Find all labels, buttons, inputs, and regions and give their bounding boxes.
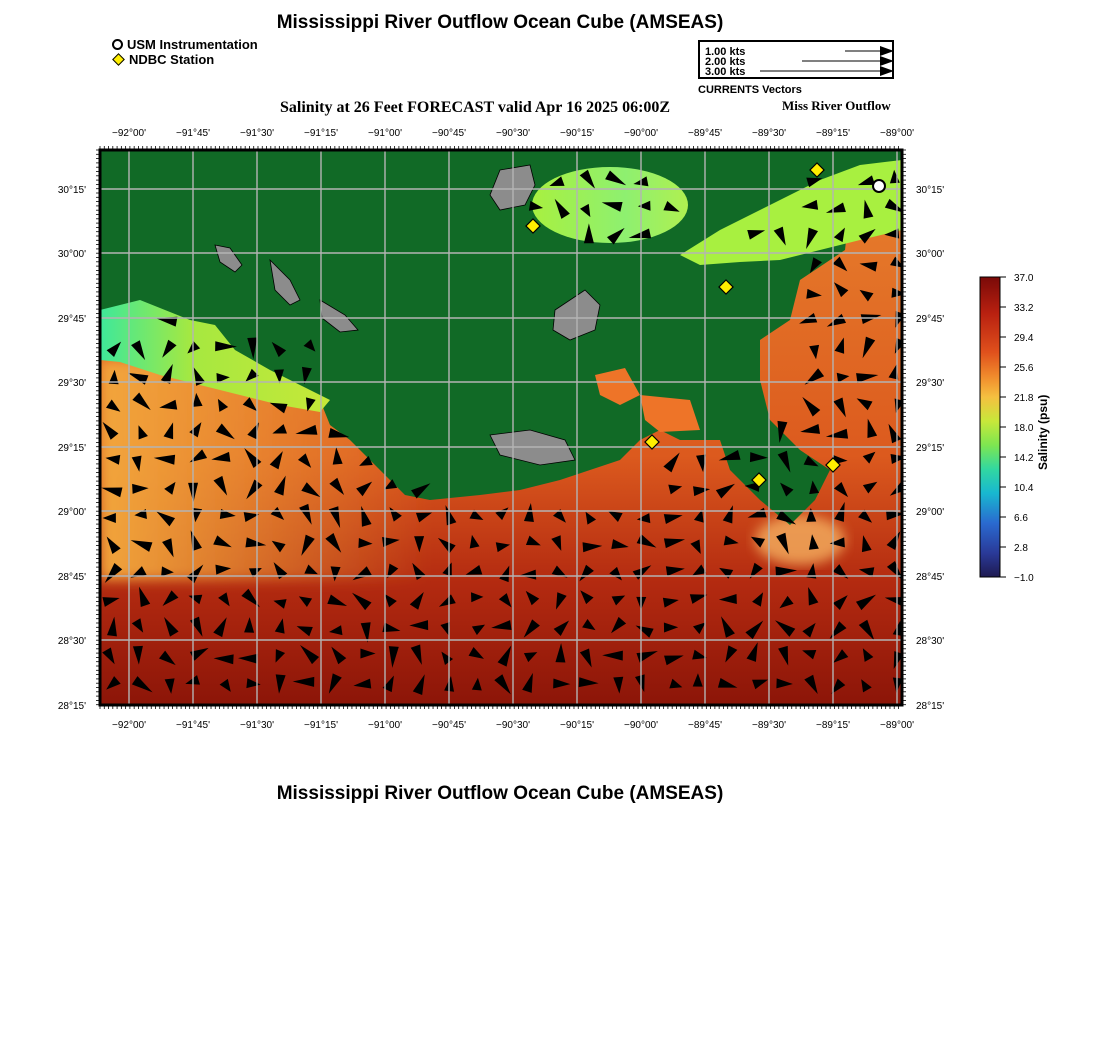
latitude-labels-left bbox=[58, 185, 86, 712]
colorbar-title: Salinity (psu) bbox=[1036, 394, 1050, 470]
lon-label-bottom: −90°15' bbox=[560, 720, 594, 731]
lat-label-right: 29°15' bbox=[916, 443, 945, 454]
lon-label-top: −91°30' bbox=[240, 128, 274, 139]
vector-caption: CURRENTS Vectors bbox=[698, 84, 802, 96]
lon-label-top: −91°00' bbox=[368, 128, 402, 139]
lon-label-top: −89°30' bbox=[752, 128, 786, 139]
legend-ndbc-label: NDBC Station bbox=[129, 52, 215, 67]
lat-label-right: 29°45' bbox=[916, 314, 945, 325]
lon-label-top: −90°45' bbox=[432, 128, 466, 139]
lat-label-left: 29°00' bbox=[57, 507, 86, 518]
colorbar-tick-label: 29.4 bbox=[1014, 333, 1034, 344]
lon-label-top: −91°45' bbox=[176, 128, 210, 139]
lat-label-left: 29°15' bbox=[57, 443, 86, 454]
longitude-labels-bottom bbox=[112, 720, 914, 731]
lon-label-top: −89°15' bbox=[816, 128, 850, 139]
lon-label-bottom: −91°45' bbox=[176, 720, 210, 731]
lon-label-top: −89°45' bbox=[688, 128, 722, 139]
lat-label-left: 28°45' bbox=[57, 572, 86, 583]
colorbar-tick-label: 14.2 bbox=[1014, 453, 1034, 464]
lon-label-bottom: −90°30' bbox=[496, 720, 530, 731]
vector-label-1: 1.00 kts bbox=[705, 46, 746, 58]
vector-label-3: 3.00 kts bbox=[705, 66, 746, 78]
page-title: Mississippi River Outflow Ocean Cube (AMSEAS) bbox=[276, 12, 724, 33]
lat-label-left: 29°45' bbox=[57, 314, 86, 325]
usm-station-marker bbox=[873, 180, 885, 192]
lon-label-bottom: −89°30' bbox=[752, 720, 786, 731]
lon-label-bottom: −91°00' bbox=[368, 720, 402, 731]
lon-label-bottom: −89°00' bbox=[880, 720, 914, 731]
map-subtitle: Salinity at 26 Feet FORECAST valid Apr 16 2025 06:00Z bbox=[280, 99, 671, 116]
lon-label-top: −90°30' bbox=[496, 128, 530, 139]
colorbar-tick-label: 37.0 bbox=[1014, 273, 1034, 284]
lon-label-bottom: −90°00' bbox=[624, 720, 658, 731]
lat-label-right: 28°45' bbox=[916, 572, 945, 583]
lon-label-bottom: −89°15' bbox=[816, 720, 850, 731]
lat-label-left: 29°30' bbox=[57, 378, 86, 389]
lon-label-bottom: −90°45' bbox=[432, 720, 466, 731]
lat-label-left: 28°30' bbox=[57, 636, 86, 647]
vector-label-2: 2.00 kts bbox=[705, 56, 746, 68]
lon-label-bottom: −91°30' bbox=[240, 720, 274, 731]
lon-label-top: −91°15' bbox=[304, 128, 338, 139]
lat-label-right: 29°30' bbox=[916, 378, 945, 389]
colorbar-tick-label: −1.0 bbox=[1014, 573, 1034, 584]
latitude-labels-right bbox=[916, 185, 944, 712]
colorbar-tick-label: 10.4 bbox=[1014, 483, 1034, 494]
longitude-labels-top bbox=[112, 128, 914, 139]
lon-label-top: −89°00' bbox=[880, 128, 914, 139]
lat-label-left: 28°15' bbox=[57, 701, 86, 712]
lat-label-right: 28°30' bbox=[916, 636, 945, 647]
colorbar-tick-label: 21.8 bbox=[1014, 393, 1034, 404]
lat-label-right: 29°00' bbox=[916, 507, 945, 518]
region-label: Miss River Outflow bbox=[782, 98, 891, 113]
lat-label-right: 30°15' bbox=[916, 185, 945, 196]
lat-label-left: 30°00' bbox=[57, 249, 86, 260]
lon-label-top: −90°15' bbox=[560, 128, 594, 139]
lat-label-right: 30°00' bbox=[916, 249, 945, 260]
colorbar-tick-label: 18.0 bbox=[1014, 423, 1034, 434]
page-title-repeat: Mississippi River Outflow Ocean Cube (AMSEAS) bbox=[276, 783, 724, 804]
colorbar bbox=[980, 273, 1034, 584]
colorbar-gradient bbox=[980, 277, 1000, 577]
colorbar-tick-label: 2.8 bbox=[1014, 543, 1028, 554]
colorbar-tick-label: 33.2 bbox=[1014, 303, 1034, 314]
lat-label-left: 30°15' bbox=[57, 185, 86, 196]
lon-label-bottom: −91°15' bbox=[304, 720, 338, 731]
lon-label-bottom: −92°00' bbox=[112, 720, 146, 731]
colorbar-ticks bbox=[1000, 273, 1034, 584]
colorbar-tick-label: 6.6 bbox=[1014, 513, 1028, 524]
lon-label-bottom: −89°45' bbox=[688, 720, 722, 731]
legend-usm-label: USM Instrumentation bbox=[127, 37, 258, 52]
lon-label-top: −92°00' bbox=[112, 128, 146, 139]
colorbar-tick-label: 25.6 bbox=[1014, 363, 1034, 374]
lon-label-top: −90°00' bbox=[624, 128, 658, 139]
lat-label-right: 28°15' bbox=[916, 701, 945, 712]
